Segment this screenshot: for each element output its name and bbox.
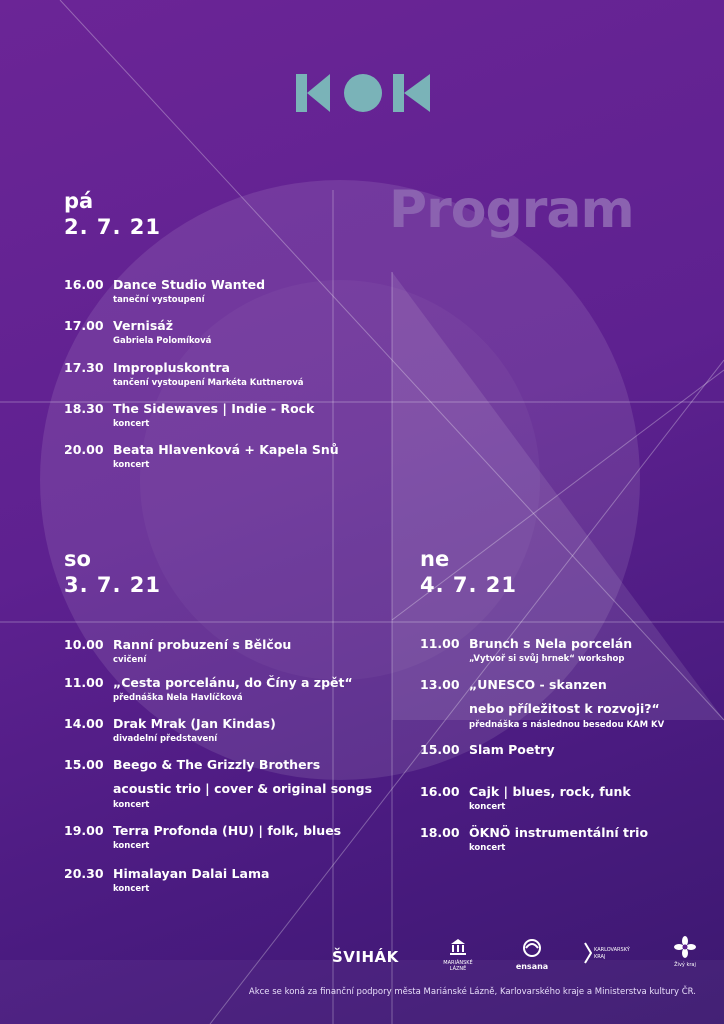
event-subtitle: koncert [113,460,150,470]
event-title: The Sidewaves | Indie - Rock [113,401,315,416]
event-title: Vernisáž [113,318,173,333]
sponsor-logos [0,930,724,980]
event-time: 17.30 [64,360,104,375]
event-time: 18.00 [420,825,460,840]
program-title: Program [389,180,634,240]
svihak-logo: ŠVIHÁK [332,948,399,966]
event-title: Cajk | blues, rock, funk [469,784,631,799]
event-time: 16.00 [420,784,460,799]
day-date: 4. 7. 21 [420,573,518,597]
ensana-text: ensana [515,962,549,971]
event-subtitle: koncert [113,884,150,894]
event-subtitle: koncert [113,419,150,429]
event-subtitle: taneční vystoupení [113,295,205,305]
event-title: Beego & The Grizzly Brothers [113,757,321,772]
colonnade-icon [449,938,467,956]
event-time: 14.00 [64,716,104,731]
karlovarsky-kraj-text: KARLOVARSKÝ KRAJ [594,947,630,960]
event-title: Dance Studio Wanted [113,277,266,292]
event-title: Terra Profonda (HU) | folk, blues [113,823,342,838]
day-heading-friday [64,188,161,240]
event-subtitle: koncert [469,843,506,853]
event-time: 18.30 [64,401,104,416]
event-subtitle: přednáška s následnou besedou KAM KV [469,720,665,730]
event-title: „Cesta porcelánu, do Číny a zpět“ [113,675,353,690]
day-date: 2. 7. 21 [64,215,162,239]
event-time: 15.00 [64,757,104,772]
flower-icon [674,936,696,958]
event-subtitle: přednáška Nela Havlíčková [113,693,243,703]
karlovarsky-kraj-logo [584,942,634,964]
ensana-mark-icon [521,938,543,958]
event-subtitle: divadelní představení [113,734,218,744]
day-date: 3. 7. 21 [64,573,162,597]
zivy-kraj-text: Živý kraj [674,962,696,968]
day-name: so [64,547,91,571]
event-time: 11.00 [64,675,104,690]
event-time: 15.00 [420,742,460,757]
ensana-logo [512,938,552,971]
event-time: 17.00 [64,318,104,333]
day-name: pá [64,189,94,213]
marianske-lazne-logo [440,938,476,972]
event-title: ÖKNÖ instrumentální trio [469,825,649,840]
event-time: 20.30 [64,866,104,881]
event-time: 16.00 [64,277,104,292]
zivy-kraj-logo [670,936,700,968]
event-time: 19.00 [64,823,104,838]
event-time: 20.00 [64,442,104,457]
event-subtitle: cvičení [113,655,147,665]
day-name: ne [420,547,450,571]
event-subtitle: koncert [113,841,150,851]
event-title: „UNESCO - skanzen [469,677,607,692]
event-time: 11.00 [420,636,460,651]
event-subtitle: „Vytvoř si svůj hrnek“ workshop [469,654,625,664]
day-heading-sunday [420,546,517,598]
event-time: 10.00 [64,637,104,652]
region-mark-icon [584,942,592,964]
day-heading-saturday [64,546,161,598]
event-time: 13.00 [420,677,460,692]
event-title: Drak Mrak (Jan Kindas) [113,716,276,731]
event-title: Ranní probuzení s Bělčou [113,637,292,652]
kok-logo [296,74,430,112]
event-title-line2: nebo příležitost k rozvoji?“ [469,701,660,716]
marianske-lazne-text: MARIÁNSKÉ LÁZNĚ [443,960,473,972]
event-title: Impropluskontra [113,360,230,375]
event-title: Brunch s Nela porcelán [469,636,633,651]
event-subtitle: koncert [469,802,506,812]
event-title: Himalayan Dalai Lama [113,866,270,881]
event-subtitle: koncert [113,800,150,810]
event-title: Beata Hlavenková + Kapela Snů [113,442,339,457]
event-title-line2: acoustic trio | cover & original songs [113,781,373,796]
event-title: Slam Poetry [469,742,555,757]
event-subtitle: Gabriela Polomíková [113,336,212,346]
funding-note: Akce se koná za finanční podpory města Mariánské Lázně, Karlovarského kraje a Ministerstva kultury ČR. [248,987,696,997]
event-subtitle: tančení vystoupení Markéta Kuttnerová [113,378,304,388]
